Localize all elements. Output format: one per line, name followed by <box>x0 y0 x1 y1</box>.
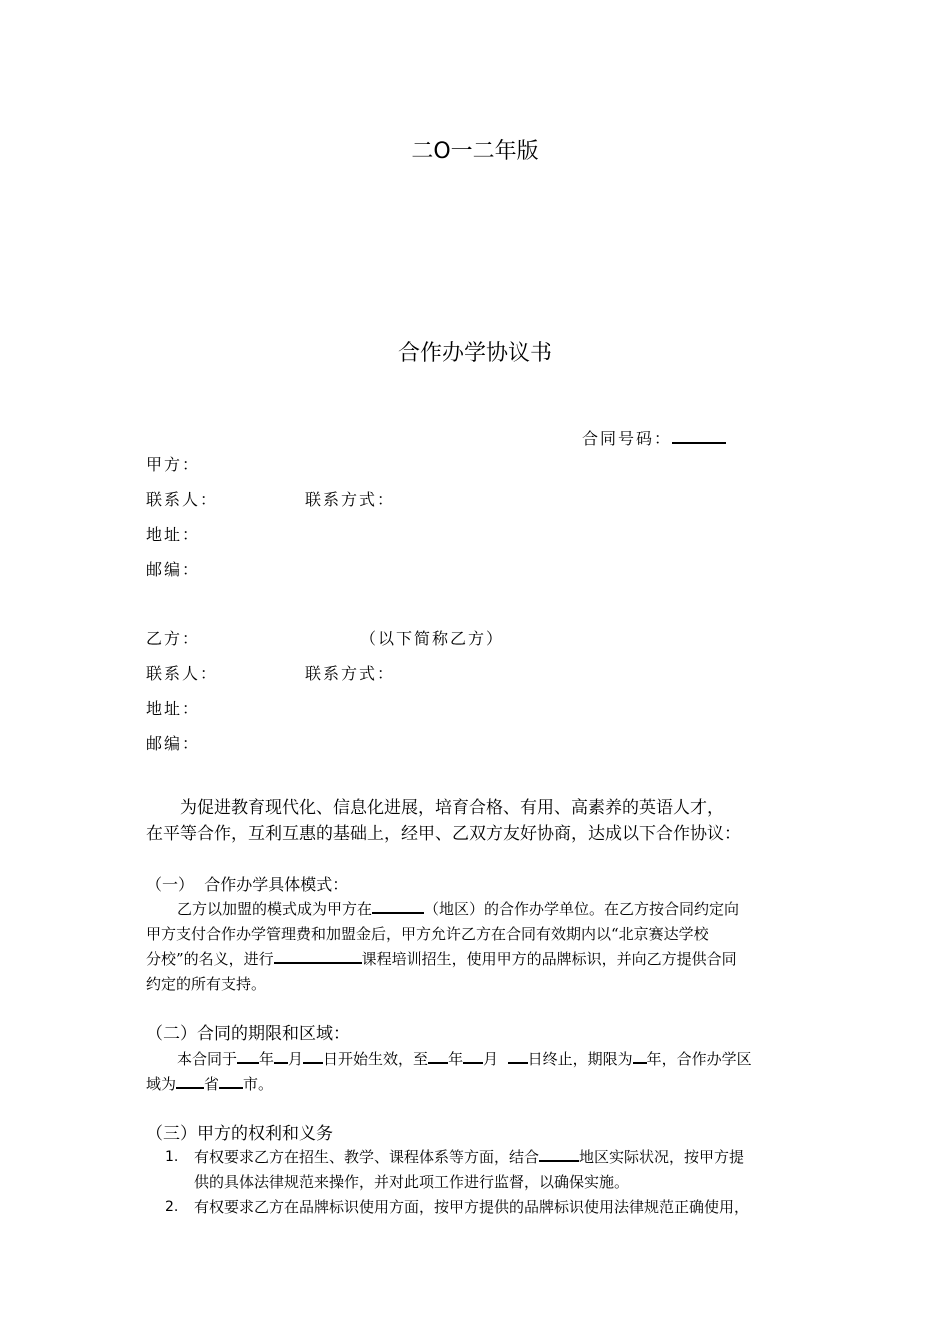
intro-line-2: 在平等合作，互利互惠的基础上，经甲、乙双方友好协商，达成以下合作协议： <box>146 824 741 844</box>
party-a-label: 甲方： <box>146 455 201 474</box>
party-b-label: 乙方： <box>146 629 201 648</box>
party-b-postcode: 邮编： <box>146 734 201 753</box>
document-title: 合作办学协议书 <box>397 341 552 366</box>
start-month-blank <box>274 1046 288 1064</box>
section-1-title: 合作办学具体模式： <box>204 875 349 894</box>
end-month-blank <box>463 1046 483 1064</box>
item-1-region-blank <box>539 1144 579 1162</box>
party-b-contact-method: 联系方式： <box>305 664 396 683</box>
party-b-abbrev-note: （以下简称乙方） <box>360 629 505 648</box>
contract-number-label: 合同号码： <box>582 429 673 448</box>
contract-number-field <box>582 426 726 449</box>
province-blank <box>176 1071 204 1089</box>
contract-number-blank <box>672 426 726 444</box>
list-item-1-line-2: 供的具体法律规范来操作，并对此项工作进行监督，以确保实施。 <box>194 1173 630 1191</box>
section-2-heading: （二）合同的期限和区域： <box>146 1024 350 1044</box>
party-a-contact-method: 联系方式： <box>305 490 396 509</box>
section-2-line-2: 域为 省 市。 <box>146 1071 273 1097</box>
list-item-1-line-1: 有权要求乙方在招生、教学、课程体系等方面，结合 地区实际状况，按甲方提 <box>194 1144 744 1170</box>
list-item-2-number: 2. <box>165 1199 179 1215</box>
section-1-line-1: 乙方以加盟的模式成为甲方在 （地区）的合作办学单位。在乙方按合同约定向 <box>177 896 739 922</box>
end-year-blank <box>428 1046 448 1064</box>
end-day-blank <box>508 1046 528 1064</box>
edition-heading: 二O一二年版 <box>411 139 539 164</box>
section-1-number: （一） <box>146 875 195 894</box>
list-item-1-number: 1. <box>165 1149 179 1165</box>
party-a-contact-person: 联系人： <box>146 490 219 509</box>
section-2-line-1: 本合同于 年 月 日开始生效，至 年 月 日终止，期限为 年，合作办学区 <box>177 1046 752 1072</box>
intro-line-1: 为促进教育现代化、信息化进展，培育合格、有用、高素养的英语人才， <box>180 798 724 818</box>
section-1-line-3: 分校”的名义，进行 课程培训招生，使用甲方的品牌标识，并向乙方提供合同 <box>146 946 737 972</box>
city-blank <box>219 1071 243 1089</box>
course-blank <box>274 946 362 964</box>
section-1-line-2: 甲方支付合作办学管理费和加盟金后，甲方允许乙方在合同有效期内以“北京赛达学校 <box>146 925 709 943</box>
list-item-2-line-1: 有权要求乙方在品牌标识使用方面，按甲方提供的品牌标识使用法律规范正确使用， <box>194 1198 750 1216</box>
term-years-blank <box>633 1046 647 1064</box>
section-1-line-4: 约定的所有支持。 <box>146 975 267 993</box>
party-b-address: 地址： <box>146 699 201 718</box>
start-day-blank <box>303 1046 323 1064</box>
party-a-address: 地址： <box>146 525 201 544</box>
party-a-postcode: 邮编： <box>146 560 201 579</box>
party-b-contact-person: 联系人： <box>146 664 219 683</box>
region-blank <box>372 896 424 914</box>
section-1-heading <box>146 872 348 898</box>
start-year-blank <box>237 1046 259 1064</box>
section-3-heading: （三）甲方的权利和义务 <box>146 1124 333 1144</box>
